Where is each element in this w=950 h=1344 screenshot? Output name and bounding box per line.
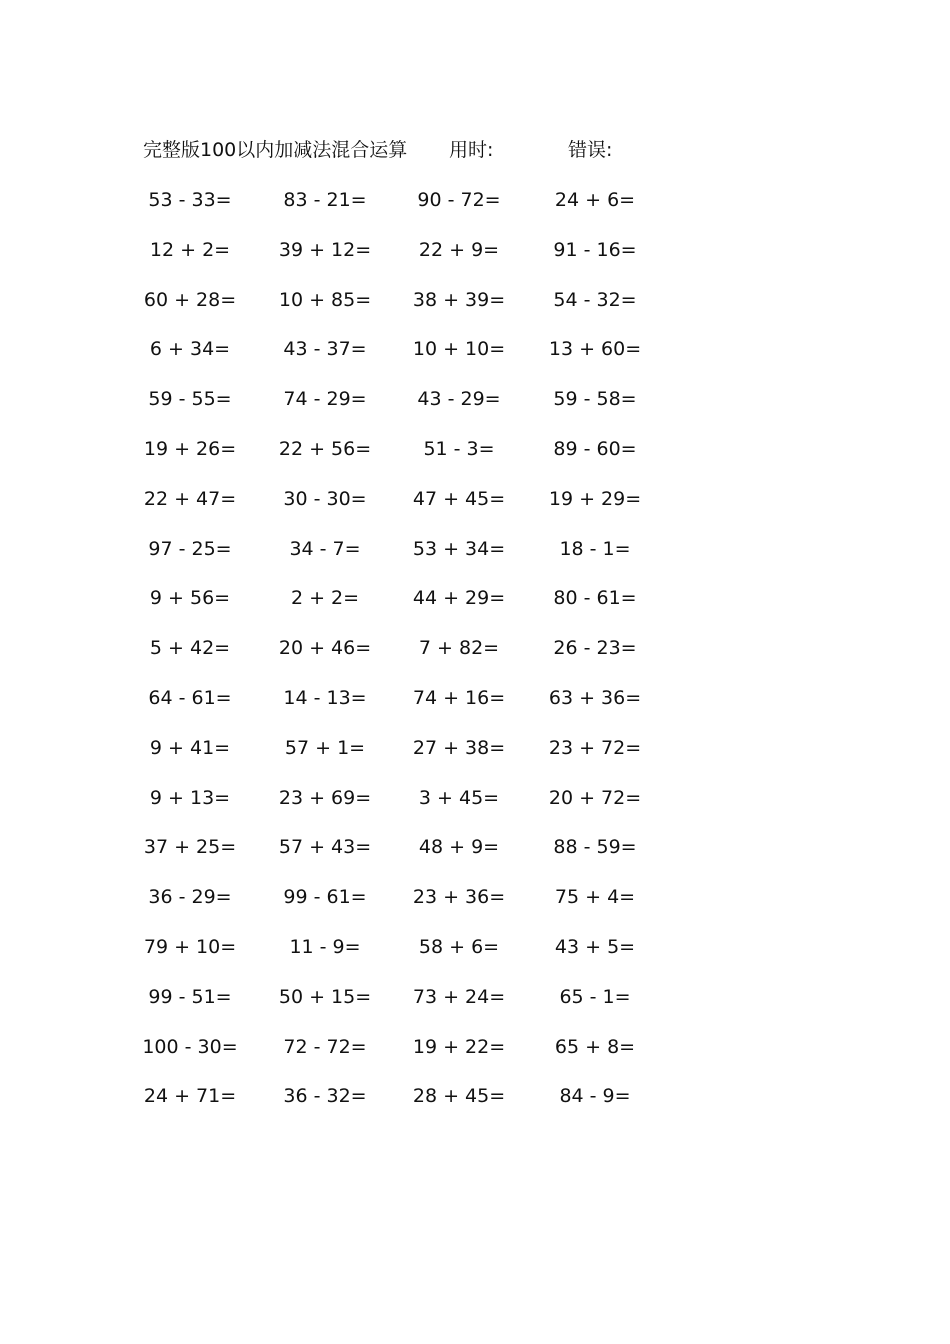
math-problem: 14 - 13= bbox=[283, 686, 367, 709]
math-problem: 88 - 59= bbox=[553, 836, 637, 859]
math-problem: 27 + 38= bbox=[412, 736, 506, 759]
math-problem: 34 - 7= bbox=[289, 537, 361, 560]
math-problem: 22 + 9= bbox=[418, 238, 500, 261]
math-problem: 6 + 34= bbox=[149, 338, 231, 361]
problem-row bbox=[0, 236, 950, 286]
math-problem: 99 - 51= bbox=[148, 985, 232, 1008]
math-problem: 3 + 45= bbox=[418, 786, 500, 809]
problem-row bbox=[0, 584, 950, 634]
math-problem: 24 + 6= bbox=[554, 189, 636, 211]
math-problem: 12 + 2= bbox=[149, 238, 231, 261]
worksheet-title: 完整版100以内加减法混合运算 bbox=[143, 139, 408, 161]
math-problem: 100 - 30= bbox=[142, 1035, 238, 1058]
problem-row bbox=[0, 435, 950, 485]
problem-row bbox=[0, 186, 950, 236]
math-problem: 59 - 58= bbox=[553, 388, 637, 411]
math-problem: 90 - 72= bbox=[417, 189, 501, 211]
math-problem: 10 + 85= bbox=[278, 288, 372, 311]
math-problem: 72 - 72= bbox=[283, 1035, 367, 1058]
math-problem: 24 + 71= bbox=[143, 1085, 237, 1108]
math-problem: 73 + 24= bbox=[412, 985, 506, 1008]
math-problem: 9 + 56= bbox=[149, 587, 231, 610]
math-problem: 11 - 9= bbox=[289, 935, 361, 958]
problem-row bbox=[0, 1082, 950, 1132]
math-problem: 63 + 36= bbox=[548, 686, 642, 709]
error-count-label: 错误: bbox=[568, 139, 613, 161]
math-problem: 59 - 55= bbox=[148, 388, 232, 411]
problem-row bbox=[0, 1033, 950, 1083]
math-problem: 22 + 56= bbox=[278, 437, 372, 460]
math-problem: 20 + 72= bbox=[548, 786, 642, 809]
math-problem: 51 - 3= bbox=[423, 437, 495, 460]
problem-row bbox=[0, 833, 950, 883]
problem-row bbox=[0, 335, 950, 385]
math-problem: 91 - 16= bbox=[553, 238, 637, 261]
math-problem: 9 + 13= bbox=[149, 786, 231, 809]
problem-grid bbox=[0, 186, 950, 1132]
math-problem: 57 + 43= bbox=[278, 836, 372, 859]
math-problem: 9 + 41= bbox=[149, 736, 231, 759]
math-problem: 54 - 32= bbox=[553, 288, 637, 311]
math-problem: 19 + 29= bbox=[548, 487, 642, 510]
math-problem: 89 - 60= bbox=[553, 437, 637, 460]
math-problem: 60 + 28= bbox=[143, 288, 237, 311]
problem-row bbox=[0, 535, 950, 585]
math-problem: 75 + 4= bbox=[554, 886, 636, 909]
problem-row bbox=[0, 734, 950, 784]
math-problem: 58 + 6= bbox=[418, 935, 500, 958]
problem-row bbox=[0, 684, 950, 734]
math-problem: 30 - 30= bbox=[283, 487, 367, 510]
math-problem: 53 - 33= bbox=[148, 189, 232, 211]
problem-row bbox=[0, 784, 950, 834]
math-problem: 13 + 60= bbox=[548, 338, 642, 361]
math-problem: 80 - 61= bbox=[553, 587, 637, 610]
math-problem: 5 + 42= bbox=[149, 637, 231, 660]
math-problem: 38 + 39= bbox=[412, 288, 506, 311]
math-problem: 83 - 21= bbox=[283, 189, 367, 211]
math-problem: 39 + 12= bbox=[278, 238, 372, 261]
math-problem: 74 + 16= bbox=[412, 686, 506, 709]
math-problem: 23 + 72= bbox=[548, 736, 642, 759]
math-problem: 18 - 1= bbox=[559, 537, 631, 560]
problem-row bbox=[0, 634, 950, 684]
math-problem: 36 - 29= bbox=[148, 886, 232, 909]
math-problem: 64 - 61= bbox=[148, 686, 232, 709]
math-problem: 19 + 26= bbox=[143, 437, 237, 460]
math-problem: 7 + 82= bbox=[418, 637, 500, 660]
math-problem: 79 + 10= bbox=[143, 935, 237, 958]
math-problem: 36 - 32= bbox=[283, 1085, 367, 1108]
time-used-label: 用时: bbox=[449, 139, 494, 161]
math-problem: 48 + 9= bbox=[418, 836, 500, 859]
math-problem: 84 - 9= bbox=[559, 1085, 631, 1108]
math-problem: 19 + 22= bbox=[412, 1035, 506, 1058]
math-problem: 65 - 1= bbox=[559, 985, 631, 1008]
math-problem: 47 + 45= bbox=[412, 487, 506, 510]
math-problem: 43 + 5= bbox=[554, 935, 636, 958]
math-problem: 99 - 61= bbox=[283, 886, 367, 909]
math-problem: 44 + 29= bbox=[412, 587, 506, 610]
math-problem: 43 - 37= bbox=[283, 338, 367, 361]
problem-row bbox=[0, 385, 950, 435]
problem-row bbox=[0, 883, 950, 933]
math-problem: 23 + 69= bbox=[278, 786, 372, 809]
math-problem: 65 + 8= bbox=[554, 1035, 636, 1058]
math-problem: 22 + 47= bbox=[143, 487, 237, 510]
math-problem: 43 - 29= bbox=[417, 388, 501, 411]
math-problem: 28 + 45= bbox=[412, 1085, 506, 1108]
problem-row bbox=[0, 983, 950, 1033]
math-problem: 57 + 1= bbox=[284, 736, 366, 759]
math-problem: 26 - 23= bbox=[553, 637, 637, 660]
math-problem: 74 - 29= bbox=[283, 388, 367, 411]
math-problem: 2 + 2= bbox=[290, 587, 360, 610]
problem-row bbox=[0, 485, 950, 535]
math-problem: 97 - 25= bbox=[148, 537, 232, 560]
problem-row bbox=[0, 286, 950, 336]
math-problem: 23 + 36= bbox=[412, 886, 506, 909]
math-problem: 20 + 46= bbox=[278, 637, 372, 660]
math-problem: 53 + 34= bbox=[412, 537, 506, 560]
math-problem: 10 + 10= bbox=[412, 338, 506, 361]
math-problem: 37 + 25= bbox=[143, 836, 237, 859]
math-problem: 50 + 15= bbox=[278, 985, 372, 1008]
problem-row bbox=[0, 933, 950, 983]
